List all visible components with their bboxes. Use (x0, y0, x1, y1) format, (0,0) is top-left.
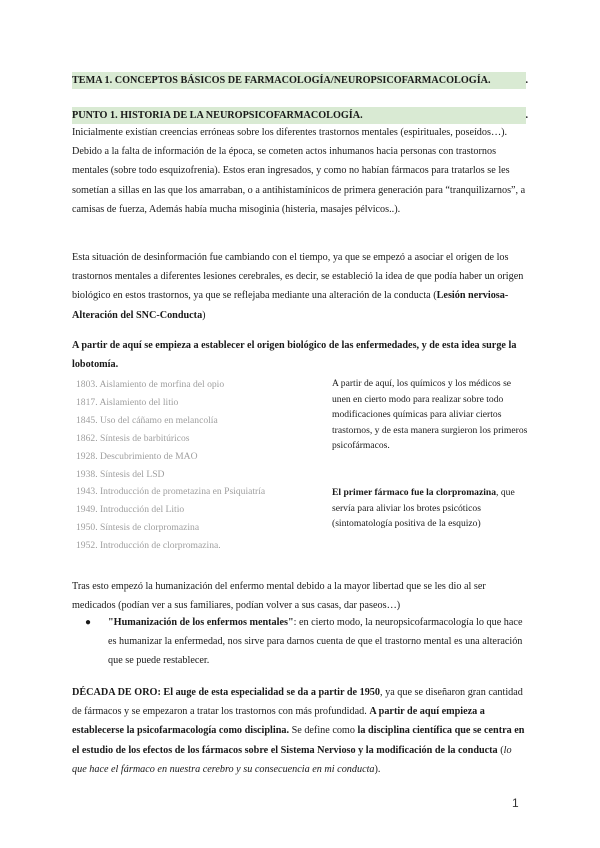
intro-paragraph: Inicialmente existían creencias erróneas sobre los diferentes trastornos mentales (espirituales, poseídos…). Debido a la falta de información de la época, se cometen actos inhumanos hacia personas con trastornos mentales (sobre todo esquizofrenia). Estos eran ingresados, y como no habían fármacos para tratarlos se les sometían a sillas en las que los amarraban, o a antihistamínicos de primera generación para “tranquilizarnos”, a camisas de fuerza, Además había mucha misoginia (histeria, masajes pélvicos..). (72, 127, 526, 215)
golden-decade-paragraph: DÉCADA DE ORO: El auge de esta especialidad se da a partir de 1950, ya que se diseñaron gran cantidad de fármacos y se empezaron a tratar los trastornos con más profundidad. A partir de aquí empieza a establecerse la psicofarmacología como disciplina. Se define como la disciplina científica que se centra en el estudio de los efectos de los fármacos sobre el Sistema Nervioso y la modificación de la conducta (lo que hace el fármaco en nuestra cerebro y su consecuencia en mi conducta). (72, 687, 525, 775)
topic-heading-text: TEMA 1. CONCEPTOS BÁSICOS DE FARMACOLOGÍA/NEUROPSICOFARMACOLOGÍA. (72, 75, 491, 86)
first-drug-emphasis: El primer fármaco fue la clorpromazina (332, 487, 497, 498)
timeline-item: 1938. Síntesis del LSD (76, 468, 165, 480)
timeline-item: 1817. Aislamiento del litio (76, 396, 179, 408)
topic-heading (72, 72, 526, 89)
timeline-item: 1845. Uso del cáñamo en melancolía (76, 414, 218, 426)
humanization-paragraph: Tras esto empezó la humanización del enfermo mental debido a la mayor libertad que se les dio al ser medicados (podían ver a sus familiares, podían volver a sus casas, dar paseos…) (72, 581, 486, 612)
timeline-item: 1949. Introducción del Litio (76, 504, 185, 516)
timeline-item: 1803. Aislamiento de morfina del opio (76, 379, 225, 390)
timeline-item: 1950. Síntesis de clorpromazina (76, 522, 200, 534)
timeline-item: 1862. Síntesis de barbitúricos (76, 432, 190, 444)
desinformation-paragraph: Esta situación de desinformación fue cambiando con el tiempo, ya que se empezó a asociar el origen de los trastornos mentales a diferentes lesiones cerebrales, es decir, se estableció la idea de que podía haber un origen biológico en estos trastornos, ya que se reflejaba mediante una alteración de la conducta (Lesión nerviosa- Alteración del SNC-Conducta) (72, 252, 524, 321)
bullet-marker: ● (85, 617, 92, 628)
section-heading-dot: . (525, 110, 528, 121)
section-heading-text: PUNTO 1. HISTORIA DE LA NEUROPSICOFARMACOLOGÍA. (72, 110, 363, 121)
timeline-item: 1943. Introducción de prometazina en Psiquiatría (76, 486, 266, 498)
first-drug-paragraph: El primer fármaco fue la clorpromazina, que servía para aliviar los brotes psicóticos (sintomatología positiva de la esquizo) (332, 487, 515, 529)
lobotomy-paragraph: A partir de aquí se empieza a establecer el origen biológico de las enfermedades, y de esta idea surge la lobotomía. (72, 340, 517, 371)
page-number: 1 (512, 796, 519, 810)
timeline-item: 1928. Descubrimiento de MAO (76, 450, 198, 462)
bullet-emphasis: "Humanización de los enfermos mentales" (108, 617, 294, 628)
nervous-lesion-emphasis: Lesión nerviosa- Alteración del SNC-Conducta (72, 290, 509, 321)
chemists-paragraph: A partir de aquí, los químicos y los médicos se unen en cierto modo para realizar sobre todo modificaciones químicas para aliviar ciertos trastornos, y de esta manera surgieron los primeros psicofármacos. (332, 378, 528, 451)
bullet-list-item: ● "Humanización de los enfermos mentales": en cierto modo, la neuropsicofarmacología lo que hace es humanizar la enfermedad, nos sirve para darnos cuenta de que el trastorno mental es una alteración que se puede restablecer. (92, 613, 528, 671)
timeline-list (76, 376, 326, 555)
timeline-item: 1952. Introducción de clorpromazina. (76, 540, 221, 552)
topic-heading-dot: . (525, 75, 528, 86)
section-heading (72, 107, 526, 124)
